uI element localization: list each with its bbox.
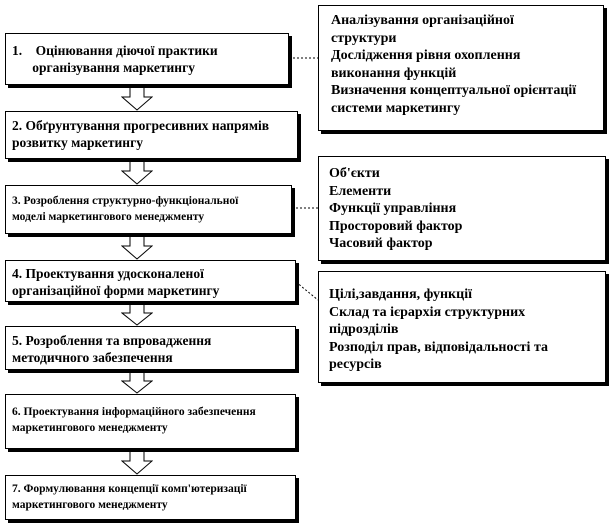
- arrow-down-icon: [121, 370, 153, 394]
- step-4-line-2: організаційної форми маркетингу: [12, 283, 220, 298]
- step-6-line-2: маркетингового менеджменту: [12, 422, 168, 434]
- side-box-1-line-6: системи маркетингу: [331, 100, 461, 116]
- step-2-box: [5, 111, 298, 159]
- side-box-1-line-4: виконання функцій: [331, 65, 457, 81]
- step-4-box: [5, 260, 296, 302]
- side-box-1-line-5: Визначення концептуальної орієнтації: [331, 83, 577, 98]
- side-box-3-line-5: ресурсів: [329, 357, 382, 372]
- step-5-box: [5, 326, 296, 370]
- side-box-1-line-2: структури: [331, 30, 397, 46]
- step-3-line-1: 3. Розроблення структурно-функціональної: [12, 195, 239, 207]
- step-6-line-1: 6. Проектування інформаційного забезпечення: [12, 406, 256, 418]
- side-box-2-line-2: Елементи: [329, 183, 392, 199]
- connector-4: [296, 282, 318, 300]
- step-5-line-1: 5. Розроблення та впровадження: [12, 333, 212, 348]
- side-box-2-line-1: Об'єкти: [329, 166, 380, 181]
- arrow-down-icon: [121, 234, 153, 260]
- side-box-1-line-3: Дослідження рівня охоплення: [331, 48, 521, 63]
- step-7-line-1: 7. Формулювання концепції комп'ютеризації: [12, 483, 247, 495]
- step-5-line-2: методичного забезпечення: [12, 350, 173, 365]
- step-2-line-1: 2. Обґрунтування прогресивних напрямів: [12, 118, 270, 133]
- step-4-line-1: 4. Проектування удосконаленої: [12, 266, 204, 281]
- step-7-box: [5, 475, 296, 520]
- side-box-1-line-1: Аналізування організаційної: [331, 13, 514, 28]
- side-box-3-line-3: підрозділів: [329, 322, 399, 337]
- step-1-box: [5, 33, 289, 85]
- arrow-down-icon: [121, 85, 153, 111]
- step-3-line-2: моделі маркетингового менеджменту: [12, 211, 205, 223]
- step-3-box: [5, 185, 292, 234]
- arrow-down-icon: [121, 302, 153, 326]
- arrow-down-icon: [121, 449, 153, 475]
- side-box-1: [318, 5, 604, 131]
- step-2-line-2: розвитку маркетингу: [12, 135, 143, 150]
- step-7-line-2: маркетингового менеджменту: [12, 499, 168, 511]
- side-box-3-line-2: Склад та ієрархія структурних: [329, 304, 526, 320]
- arrow-down-icon: [121, 159, 153, 185]
- side-box-2-line-4: Просторовий фактор: [329, 218, 463, 234]
- side-box-2-line-3: Функції управління: [329, 201, 457, 216]
- side-box-3-line-4: Розподіл прав, відповідальності та: [329, 339, 548, 355]
- side-box-2: [318, 156, 606, 261]
- side-box-3: [318, 271, 606, 383]
- step-6-box: [5, 394, 296, 449]
- side-box-3-line-1: Цілі,завдання, функції: [329, 287, 472, 302]
- step-1-line-1: 1. Оцінювання діючої практики: [12, 43, 218, 58]
- step-1-line-2: організування маркетингу: [12, 60, 195, 75]
- side-box-2-line-5: Часовий фактор: [329, 236, 433, 251]
